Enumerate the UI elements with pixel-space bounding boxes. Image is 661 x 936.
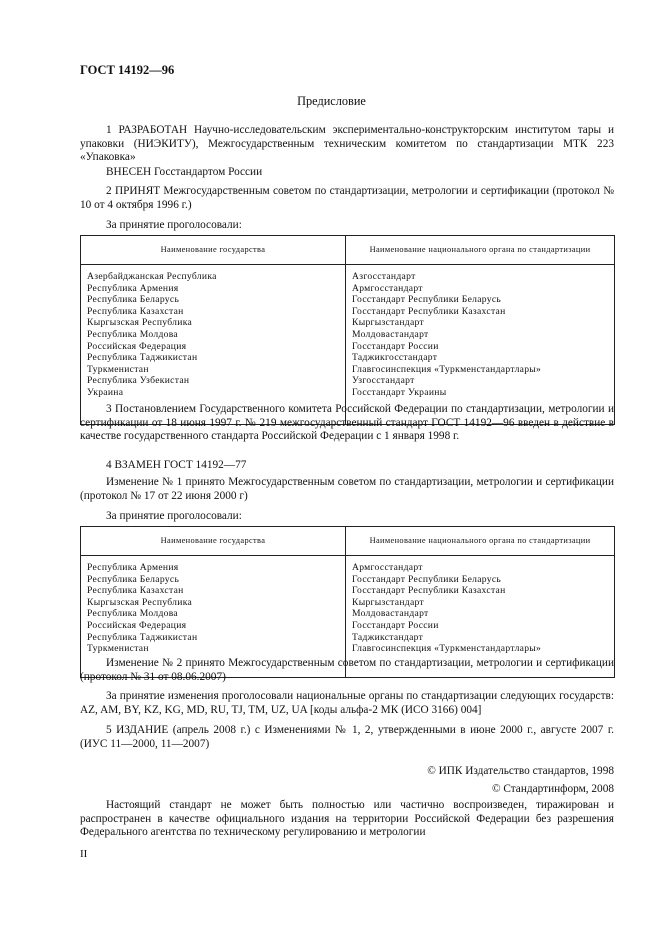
- table-cell-body: Армгосстандарт: [352, 282, 423, 294]
- paragraph-edition: 5 ИЗДАНИЕ (апрель 2008 г.) с Изменениями № 1, 2, утвержденными в июне 2000 г., августе 2007 г. (ИУС 11—2000, 11—2007): [80, 724, 614, 750]
- table-cell-state: Республика Молдова: [87, 608, 178, 620]
- table1-header-body: Наименование национального органа по стандартизации: [346, 236, 615, 265]
- document-header: ГОСТ 14192—96: [80, 63, 175, 77]
- table-cell-state: Республика Армения: [87, 562, 179, 573]
- table1-header-state: Наименование государства: [81, 236, 346, 265]
- table2-header-state: Наименование государства: [81, 527, 346, 556]
- table-cell-state: Республика Таджикистан: [87, 631, 198, 643]
- voting-table-2: [80, 526, 615, 678]
- paragraph-adopted: 2 ПРИНЯТ Межгосударственным советом по стандартизации, метрологии и сертификации (протокол № 10 от 4 октября 1996 г.): [80, 185, 614, 211]
- table-cell-body: Госстандарт Республики Казахстан: [352, 305, 506, 317]
- table1-body-column: [346, 265, 615, 425]
- page-number: II: [80, 848, 88, 860]
- table-cell-state: Кыргызская Республика: [87, 596, 193, 608]
- voting-table-1: [80, 235, 615, 425]
- table1-state-column: [81, 265, 346, 425]
- table-cell-state: Республика Армения: [87, 282, 179, 294]
- paragraph-introduced: ВНЕСЕН Госстандартом России: [106, 166, 263, 178]
- table-cell-body: Молдовастандарт: [352, 608, 429, 620]
- table-cell-body: Госстандарт Украины: [352, 386, 447, 398]
- table-cell-state: Республика Казахстан: [87, 585, 184, 597]
- paragraph-developed: 1 РАЗРАБОТАН Научно-исследовательским экспериментально-конструкторским институтом тары и упаковки (НИЭКИТУ), Межгосударственным техническим комитетом по стандартизации МТК 223 «Упаковка»: [80, 124, 614, 164]
- table-cell-body: Госстандарт России: [352, 619, 439, 631]
- copyright-standartinform: © Стандартинформ, 2008: [491, 783, 614, 795]
- table-cell-body: Госстандарт России: [352, 340, 439, 352]
- paragraph-voting-codes: За принятие изменения проголосовали национальные органы по стандартизации следующих государств: AZ, AM, BY, KZ, KG, MD, RU, TJ, TM, UZ, UA [коды альфа-2 МК (ИСО 3166) 004]: [80, 690, 614, 716]
- preface-title: Предисловие: [297, 94, 366, 108]
- voted-label-1: За принятие проголосовали:: [106, 219, 242, 231]
- table-cell-body: Госстандарт Республики Беларусь: [352, 294, 502, 306]
- table-cell-body: Узгосстандарт: [352, 375, 415, 387]
- table-cell-body: Главгосинспекция «Туркменстандартлары»: [352, 363, 542, 375]
- table-cell-state: Российская Федерация: [87, 619, 187, 631]
- table-cell-state: Республика Казахстан: [87, 305, 184, 317]
- table-cell-state: Украина: [87, 386, 124, 398]
- table-cell-state: Туркменистан: [87, 363, 149, 375]
- table-cell-state: Азербайджанская Республика: [87, 271, 217, 282]
- table-cell-body: Госстандарт Республики Беларусь: [352, 573, 502, 585]
- table-cell-state: Российская Федерация: [87, 340, 187, 352]
- table-cell-state: Кыргызская Республика: [87, 317, 193, 329]
- table-cell-body: Кыргызстандарт: [352, 317, 424, 329]
- table-cell-body: Кыргызстандарт: [352, 596, 424, 608]
- table-cell-body: Госстандарт Республики Казахстан: [352, 585, 506, 597]
- paragraph-reproduction-notice: Настоящий стандарт не может быть полностью или частично воспроизведен, тиражирован и распространен в качестве официального издания на территории Российской Федерации без разрешения Федерального агентства по техническому регулированию и метрологии: [80, 799, 614, 839]
- table-cell-state: Республика Узбекистан: [87, 375, 190, 387]
- table-cell-body: Таджикгосстандарт: [352, 352, 438, 364]
- table-cell-body: Молдовастандарт: [352, 328, 429, 340]
- paragraph-amendment-1: Изменение № 1 принято Межгосударственным советом по стандартизации, метрологии и сертификации (протокол № 17 от 22 июня 2000 г): [80, 476, 614, 502]
- table-cell-state: Туркменистан: [87, 643, 149, 655]
- table-cell-state: Республика Беларусь: [87, 573, 180, 585]
- table2-header-body: Наименование национального органа по стандартизации: [346, 527, 615, 556]
- table-cell-body: Главгосинспекция «Туркменстандартлары»: [352, 643, 542, 655]
- paragraph-resolution: 3 Постановлением Государственного комитета Российской Федерации по стандартизации, метрологии и сертификации от 18 июня 1997 г. № 219 межгосударственный стандарт ГОСТ 14192—96 введен в действие в качестве государственного стандарта Российской Федерации с 1 января 1998 г.: [80, 403, 614, 443]
- table-cell-body: Армгосстандарт: [352, 562, 423, 573]
- copyright-ipk: © ИПК Издательство стандартов, 1998: [427, 765, 614, 777]
- table-cell-state: Республика Таджикистан: [87, 352, 198, 364]
- table-cell-body: Таджикстандарт: [352, 631, 424, 643]
- table-cell-state: Республика Беларусь: [87, 294, 180, 306]
- table-cell-body: Азгосстандарт: [352, 271, 416, 282]
- voted-label-2: За принятие проголосовали:: [106, 510, 242, 522]
- paragraph-amendment-2: Изменение № 2 принято Межгосударственным советом по стандартизации, метрологии и сертификации (протокол № 31 от 08.06.2007): [80, 657, 614, 683]
- table-cell-state: Республика Молдова: [87, 328, 178, 340]
- paragraph-replaces: 4 ВЗАМЕН ГОСТ 14192—77: [106, 459, 247, 471]
